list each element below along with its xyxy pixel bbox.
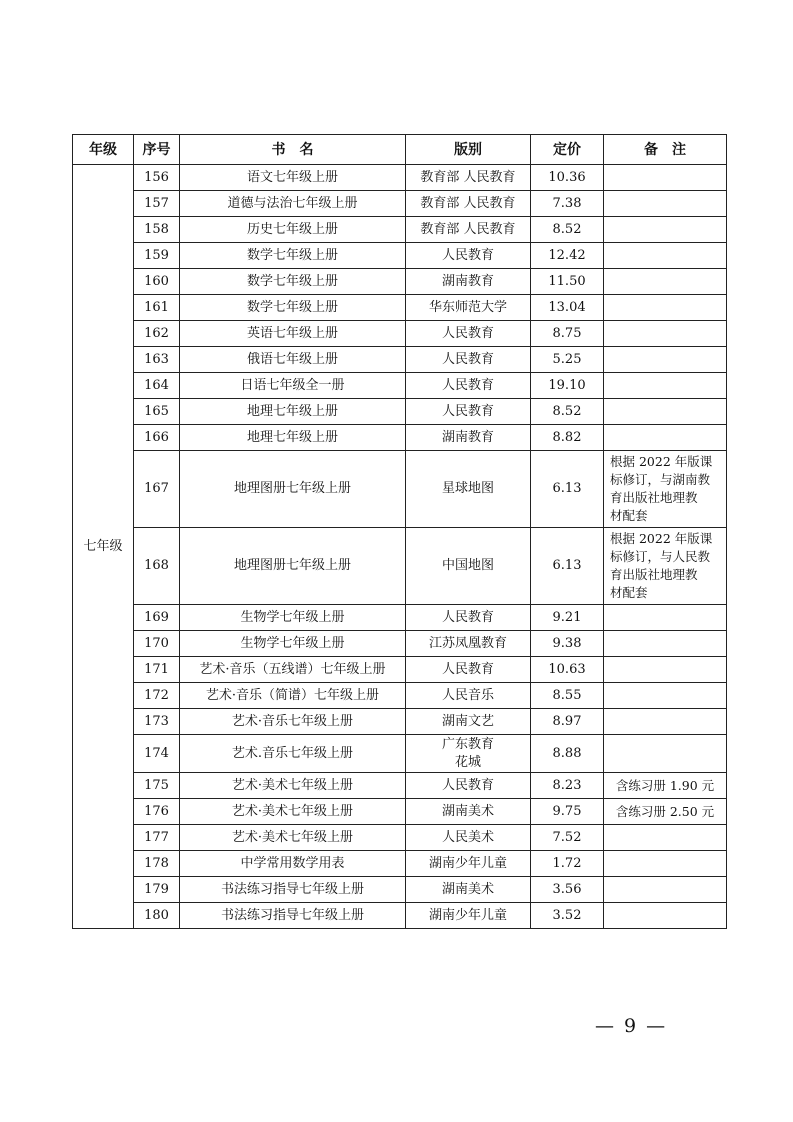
seq-cell: 178 <box>134 851 180 877</box>
edition-cell: 湖南文艺 <box>406 709 531 735</box>
edition-cell: 人民教育 <box>406 347 531 373</box>
header-seq: 序号 <box>134 135 180 165</box>
table-row <box>73 605 727 631</box>
note-cell <box>604 631 727 657</box>
note-cell <box>604 605 727 631</box>
textbook-price-table <box>72 134 727 929</box>
seq-cell: 164 <box>134 373 180 399</box>
price-cell: 8.52 <box>531 399 604 425</box>
header-grade: 年级 <box>73 135 134 165</box>
note-cell <box>604 295 727 321</box>
edition-cell: 教育部 人民教育 <box>406 165 531 191</box>
header-edition: 版别 <box>406 135 531 165</box>
table-row <box>73 773 727 799</box>
edition-cell: 人民教育 <box>406 399 531 425</box>
table-row <box>73 451 727 528</box>
book-name-cell: 艺术.音乐七年级上册 <box>180 735 406 773</box>
seq-cell: 176 <box>134 799 180 825</box>
price-cell: 19.10 <box>531 373 604 399</box>
table-row <box>73 683 727 709</box>
note-line: 育出版社地理教 <box>610 567 698 582</box>
note-cell <box>604 217 727 243</box>
note-cell <box>604 903 727 929</box>
seq-cell: 169 <box>134 605 180 631</box>
book-name-cell: 日语七年级全一册 <box>180 373 406 399</box>
note-cell <box>604 269 727 295</box>
table-row <box>73 347 727 373</box>
price-cell: 3.56 <box>531 877 604 903</box>
book-name-cell: 中学常用数学用表 <box>180 851 406 877</box>
price-cell: 9.38 <box>531 631 604 657</box>
table-row <box>73 735 727 773</box>
table-row <box>73 295 727 321</box>
edition-cell: 湖南美术 <box>406 799 531 825</box>
seq-cell: 168 <box>134 528 180 605</box>
edition-cell: 人民美术 <box>406 825 531 851</box>
edition-cell: 湖南美术 <box>406 877 531 903</box>
price-cell: 7.52 <box>531 825 604 851</box>
note-line: 材配套 <box>610 585 648 600</box>
note-cell <box>604 451 727 528</box>
note-cell <box>604 825 727 851</box>
price-cell: 9.75 <box>531 799 604 825</box>
edition-cell: 湖南少年儿童 <box>406 851 531 877</box>
edition-cell: 人民教育 <box>406 373 531 399</box>
edition-cell: 江苏凤凰教育 <box>406 631 531 657</box>
table-row <box>73 631 727 657</box>
edition-cell: 华东师范大学 <box>406 295 531 321</box>
table-row <box>73 425 727 451</box>
price-cell: 3.52 <box>531 903 604 929</box>
header-price: 定价 <box>531 135 604 165</box>
price-cell: 8.23 <box>531 773 604 799</box>
note-line: 标修订，与湖南教 <box>610 472 711 487</box>
table-row <box>73 165 727 191</box>
table-row <box>73 657 727 683</box>
price-cell: 8.55 <box>531 683 604 709</box>
edition-cell: 湖南教育 <box>406 425 531 451</box>
edition-line: 广东教育 <box>441 736 494 752</box>
seq-cell: 158 <box>134 217 180 243</box>
note-cell: 含练习册 1.90 元 <box>604 773 727 799</box>
book-name-cell: 语文七年级上册 <box>180 165 406 191</box>
table-header-row <box>73 135 727 165</box>
book-name-cell: 俄语七年级上册 <box>180 347 406 373</box>
seq-cell: 173 <box>134 709 180 735</box>
price-cell: 12.42 <box>531 243 604 269</box>
note-cell <box>604 373 727 399</box>
book-name-cell: 地理七年级上册 <box>180 425 406 451</box>
book-name-cell: 生物学七年级上册 <box>180 631 406 657</box>
edition-cell: 教育部 人民教育 <box>406 217 531 243</box>
table-row <box>73 903 727 929</box>
price-cell: 8.88 <box>531 735 604 773</box>
price-cell: 7.38 <box>531 191 604 217</box>
seq-cell: 166 <box>134 425 180 451</box>
note-cell <box>604 425 727 451</box>
book-name-cell: 历史七年级上册 <box>180 217 406 243</box>
note-cell: 含练习册 2.50 元 <box>604 799 727 825</box>
price-cell: 11.50 <box>531 269 604 295</box>
edition-cell: 人民音乐 <box>406 683 531 709</box>
seq-cell: 157 <box>134 191 180 217</box>
seq-cell: 172 <box>134 683 180 709</box>
table-row <box>73 269 727 295</box>
book-name-cell: 数学七年级上册 <box>180 243 406 269</box>
note-cell <box>604 683 727 709</box>
seq-cell: 180 <box>134 903 180 929</box>
price-cell: 9.21 <box>531 605 604 631</box>
price-cell: 8.75 <box>531 321 604 347</box>
edition-cell: 教育部 人民教育 <box>406 191 531 217</box>
book-name-cell: 英语七年级上册 <box>180 321 406 347</box>
price-cell: 13.04 <box>531 295 604 321</box>
book-name-cell: 艺术·音乐七年级上册 <box>180 709 406 735</box>
note-cell <box>604 528 727 605</box>
price-cell: 8.52 <box>531 217 604 243</box>
table-row <box>73 191 727 217</box>
seq-cell: 179 <box>134 877 180 903</box>
book-name-cell: 地理七年级上册 <box>180 399 406 425</box>
price-cell: 1.72 <box>531 851 604 877</box>
edition-cell: 人民教育 <box>406 605 531 631</box>
book-name-cell: 书法练习指导七年级上册 <box>180 903 406 929</box>
page-number: — 9 — <box>595 1015 668 1037</box>
note-cell <box>604 851 727 877</box>
note-line: 标修订，与人民教 <box>610 549 711 564</box>
edition-cell: 人民教育 <box>406 773 531 799</box>
note-cell <box>604 657 727 683</box>
table-body <box>73 165 727 929</box>
seq-cell: 162 <box>134 321 180 347</box>
price-cell: 5.25 <box>531 347 604 373</box>
table-row <box>73 243 727 269</box>
seq-cell: 175 <box>134 773 180 799</box>
seq-cell: 171 <box>134 657 180 683</box>
table-row <box>73 373 727 399</box>
book-name-cell: 数学七年级上册 <box>180 269 406 295</box>
seq-cell: 174 <box>134 735 180 773</box>
book-name-cell: 生物学七年级上册 <box>180 605 406 631</box>
seq-cell: 163 <box>134 347 180 373</box>
table-row <box>73 709 727 735</box>
edition-cell: 湖南教育 <box>406 269 531 295</box>
table-row <box>73 399 727 425</box>
price-cell: 8.97 <box>531 709 604 735</box>
book-name-cell: 书法练习指导七年级上册 <box>180 877 406 903</box>
edition-cell: 湖南少年儿童 <box>406 903 531 929</box>
edition-cell: 人民教育 <box>406 321 531 347</box>
book-name-cell: 地理图册七年级上册 <box>180 528 406 605</box>
edition-line: 花城 <box>454 754 481 770</box>
seq-cell: 177 <box>134 825 180 851</box>
table-row <box>73 321 727 347</box>
table-row <box>73 851 727 877</box>
table-row <box>73 799 727 825</box>
price-cell: 10.63 <box>531 657 604 683</box>
edition-cell: 人民教育 <box>406 243 531 269</box>
book-name-cell: 艺术·音乐（五线谱）七年级上册 <box>180 657 406 683</box>
edition-cell: 星球地图 <box>406 451 531 528</box>
note-cell <box>604 735 727 773</box>
header-note: 备 注 <box>604 135 727 165</box>
note-cell <box>604 165 727 191</box>
book-name-cell: 数学七年级上册 <box>180 295 406 321</box>
seq-cell: 156 <box>134 165 180 191</box>
price-cell: 6.13 <box>531 528 604 605</box>
grade-cell: 七年级 <box>73 165 134 929</box>
note-cell <box>604 347 727 373</box>
note-cell <box>604 243 727 269</box>
price-cell: 6.13 <box>531 451 604 528</box>
table-row <box>73 825 727 851</box>
seq-cell: 170 <box>134 631 180 657</box>
note-cell <box>604 877 727 903</box>
table-row <box>73 217 727 243</box>
note-line: 材配套 <box>610 508 648 523</box>
book-name-cell: 艺术·美术七年级上册 <box>180 773 406 799</box>
book-name-cell: 艺术·美术七年级上册 <box>180 799 406 825</box>
book-name-cell: 地理图册七年级上册 <box>180 451 406 528</box>
table-row <box>73 877 727 903</box>
header-name: 书 名 <box>180 135 406 165</box>
seq-cell: 165 <box>134 399 180 425</box>
note-line: 育出版社地理教 <box>610 490 698 505</box>
seq-cell: 159 <box>134 243 180 269</box>
note-cell <box>604 191 727 217</box>
book-name-cell: 艺术·美术七年级上册 <box>180 825 406 851</box>
note-cell <box>604 321 727 347</box>
seq-cell: 167 <box>134 451 180 528</box>
book-name-cell: 艺术·音乐（简谱）七年级上册 <box>180 683 406 709</box>
price-cell: 8.82 <box>531 425 604 451</box>
edition-cell <box>406 735 531 773</box>
note-cell <box>604 399 727 425</box>
edition-cell: 中国地图 <box>406 528 531 605</box>
note-cell <box>604 709 727 735</box>
book-name-cell: 道德与法治七年级上册 <box>180 191 406 217</box>
note-line: 根据 2022 年版课 <box>610 454 713 469</box>
table-row <box>73 528 727 605</box>
seq-cell: 161 <box>134 295 180 321</box>
edition-cell: 人民教育 <box>406 657 531 683</box>
note-line: 根据 2022 年版课 <box>610 531 713 546</box>
price-cell: 10.36 <box>531 165 604 191</box>
seq-cell: 160 <box>134 269 180 295</box>
